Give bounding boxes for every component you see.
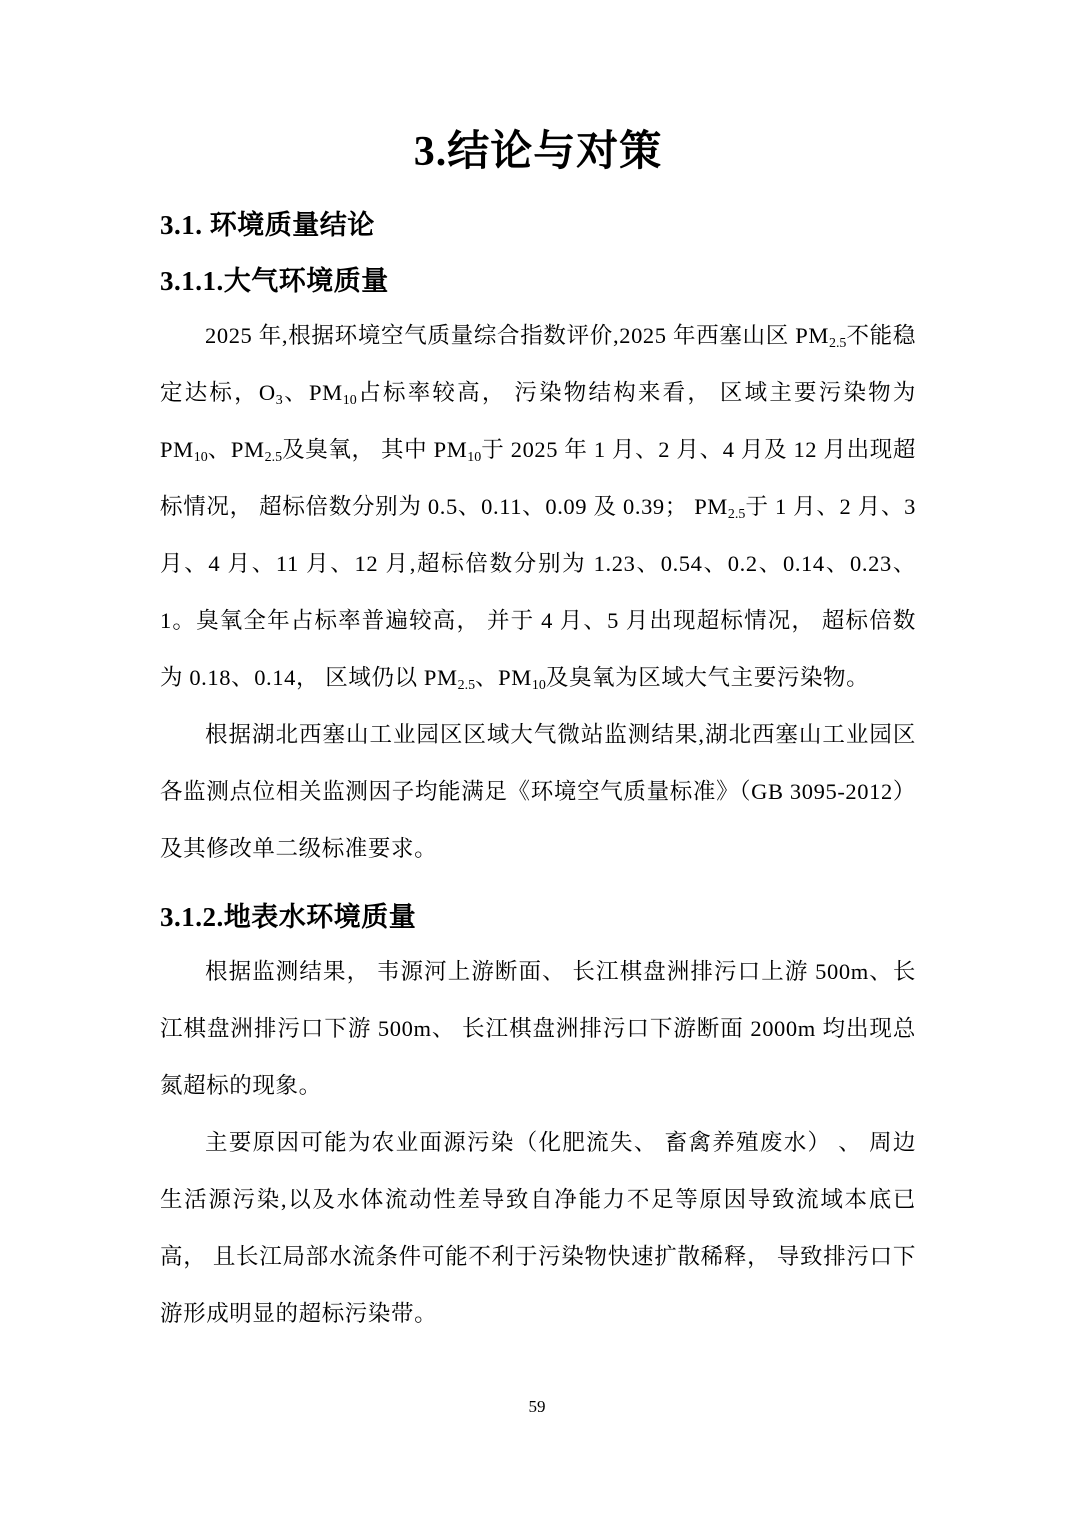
page-title: 3.结论与对策 (413, 129, 663, 175)
page-number: 59 (528, 1397, 546, 1416)
section-3-1-heading: 3.1. 环境质量结论 (160, 210, 375, 240)
section-3-1-2-heading: 3.1.2.地表水环境质量 (160, 902, 417, 932)
paragraph-micro-station: 根据湖北西塞山工业园区区域大气微站监测结果,湖北西塞山工业园区各监测点位相关监测因子均能满足《环境空气质量标准》（GB 3095-2012）及其修改单二级标准要求。 (160, 722, 916, 861)
page-content (160, 0, 916, 1342)
section-3-1-1-heading: 3.1.1.大气环境质量 (160, 266, 389, 296)
paragraph-surface-water: 根据监测结果， 韦源河上游断面、 长江棋盘洲排污口上游 500m、长江棋盘洲排污口下游 500m、 长江棋盘洲排污口下游断面 2000m 均出现总氮超标的现象。 (160, 959, 916, 1098)
paragraph-air-quality: 2025 年,根据环境空气质量综合指数评价,2025 年西塞山区 $PM_{2.5}$不能稳定达标，$O_3$、$PM_{10}$占标率较高， 污染物结构来看， 区域主要污染物为 $PM_{10}$、$PM_{2.5}$及臭氧， 其中 $PM_{10}$于 2025 年 1 月、2 月、4 月及 12 月出现超标情况， 超标倍数分别为 0.5、0.11、0.09 及 0.39； $PM_{2.5}$于 1 月、2 月、3 月、4 月、11 月、12 月,超标倍数分别为 1.23、0.54、0.2、0.14、0.23、1。臭氧全年占标率普遍较高， 并于 4 月、5 月出现超标情况， 超标倍数为 0.18、0.14， 区域仍以 $PM_{2.5}$、$PM_{10}$及臭氧为区域大气主要污染物。 (160, 323, 916, 693)
paragraph-cause-analysis: 主要原因可能为农业面源污染（化肥流失、 畜禽养殖废水） 、 周边生活源污染,以及水体流动性差导致自净能力不足等原因导致流域本底已高， 且长江局部水流条件可能不利于污染物快速扩散稀释， 导致排污口下游形成明显的超标污染带。 (160, 1130, 916, 1326)
